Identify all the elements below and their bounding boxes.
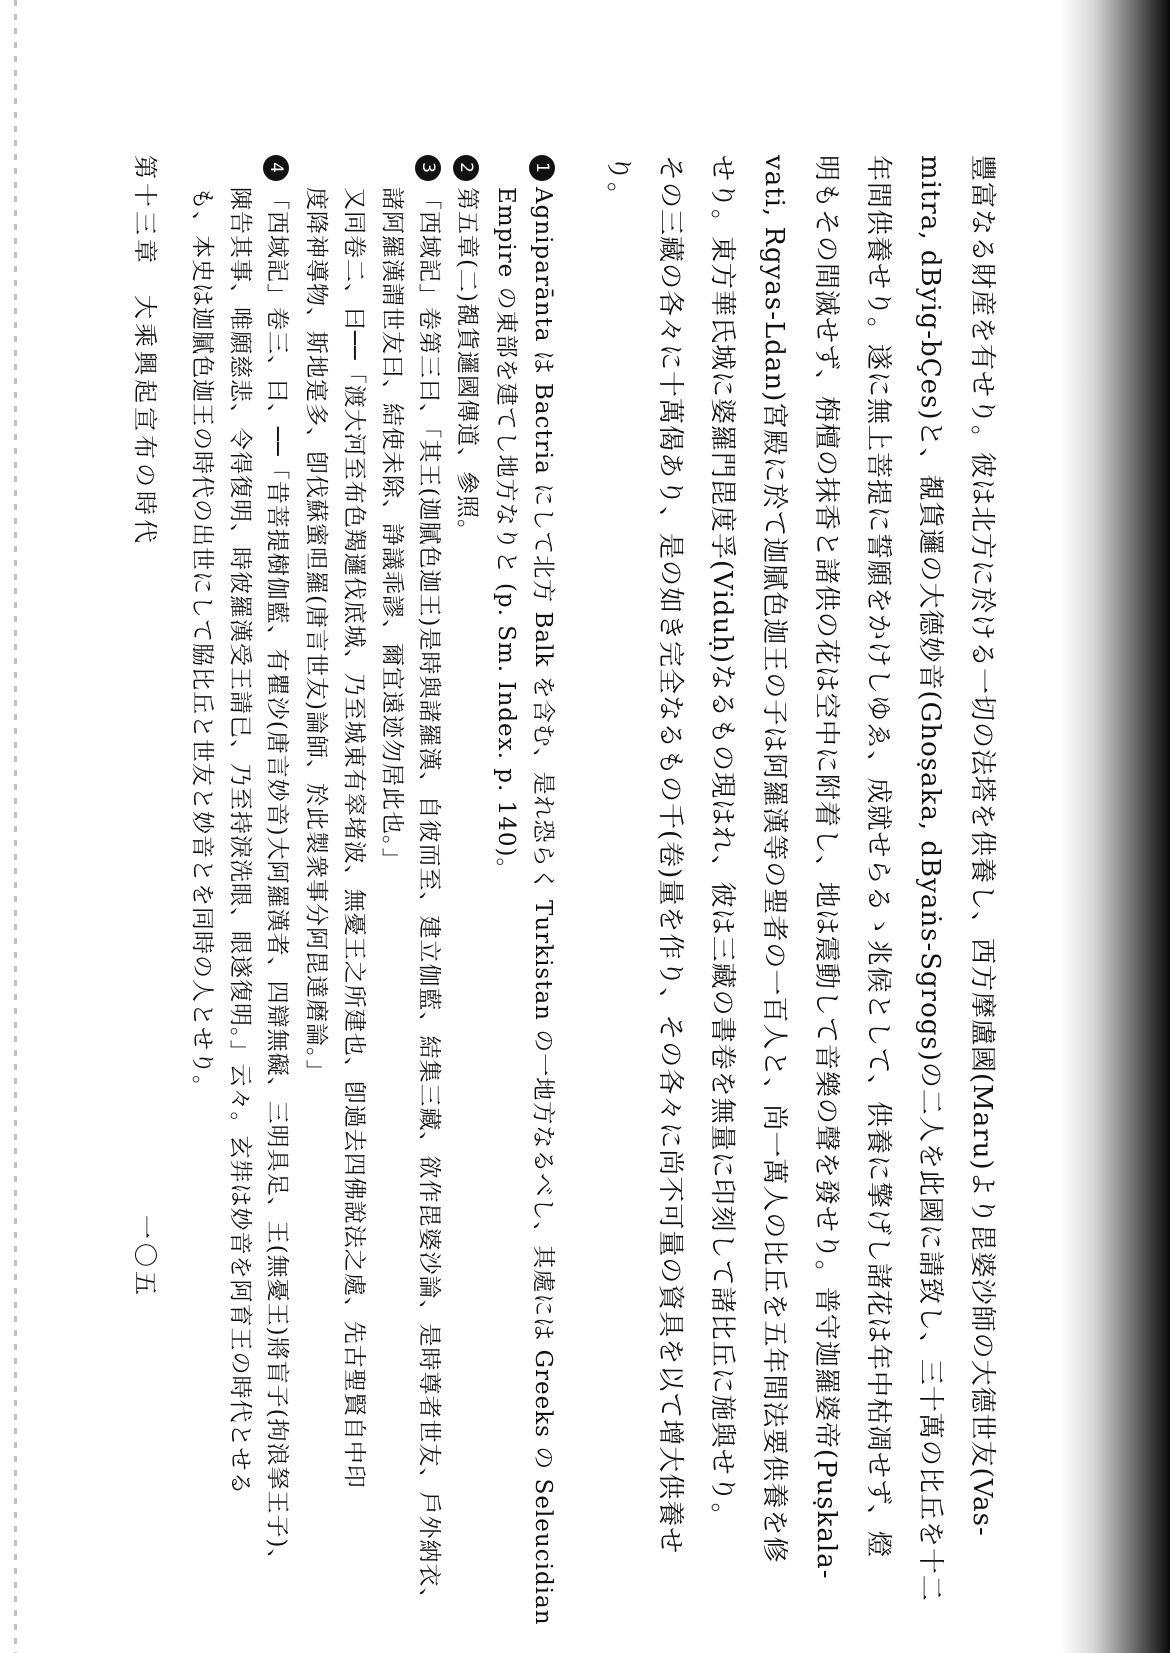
footnote-text: Agniparānta は Bactria にして北方 Balk を含む、是れ恐らく Turkistan の一地方なるべし、其處には Greeks の Seleucidian xyxy=(530,187,556,1626)
footnote-line xyxy=(228,155,251,1496)
body-line: り。 xyxy=(603,155,633,210)
footnote-line xyxy=(494,155,517,881)
body-line: mitra, dByig-bÇes)と、覩貨邏の大德妙音(Ghoṣaka, dByaṅs-Sgrogs)の二人を此國に請致し、三十萬の比丘を十二 xyxy=(915,155,945,1602)
footnote-line xyxy=(380,155,403,872)
footnote-text: 諸阿羅漢謂世友曰、結使未除、諍議乖謬、爾宜遠迹勿居此也。」 xyxy=(379,187,405,872)
body-line: vati, Rgyas-Ldan)宮殿に於て迦膩色迦王の子は阿羅漢等の聖者の一百人と、尚一萬人の比丘を五年間法要供養を修 xyxy=(759,155,789,1564)
footnote-number: 4 xyxy=(263,155,289,181)
footnote-line xyxy=(342,155,365,1489)
page-gutter-shadow xyxy=(1060,0,1170,1653)
body-line: その三藏の各々に十萬偈あり、是の如き完全なるもの千(卷)量を作り、その各々に尚不可量の資具を以て增大供養せ xyxy=(655,155,685,1555)
footnote-text: も、本史は迦膩色迦王の時代の出世にして脇比丘と世友と妙音とを同時の人とせり。 xyxy=(189,187,215,1099)
body-line: 豐富なる財産を有せり。彼は北方に於ける一切の法塔を供養し、西方摩盧國(Maru)より毘婆沙師の大德世友(Vas- xyxy=(967,155,997,1537)
scan-edge-marks xyxy=(14,0,17,1653)
footnote-line xyxy=(415,155,441,1611)
body-line: せり。東方華氏城に婆羅門毘度孚(Viduḥ)なるもの現はれ、彼は三藏の書卷を無量に印刻して諸比丘に施與せり。 xyxy=(707,155,737,1530)
footnote-text: 度降神導物、斯地寔多、卽伐蘇蜜呾羅(唐言世友)論師、於此製衆事分阿毘達磨論。」 xyxy=(303,187,329,1084)
footnote-text: 「西域記」卷三、曰、──「昔菩提樹伽藍、有瞿沙(唐言妙音)大阿羅漢者、四辯無礙、三明具足、王(無憂王)將盲子(拘浪拏王子)、 xyxy=(264,187,290,1573)
footnote-text: 陳告其事、唯願慈悲、令得復明、時彼羅漢受王請已、乃至持淚洗眼、眼遂復明。」云々。玄弉は妙音を阿育王の時代とせる xyxy=(227,187,253,1496)
footnote-text: 第五章(二)覩貨邏國傳道、參照。 xyxy=(454,187,480,543)
footnote-number: 2 xyxy=(453,155,479,181)
footnote-text: 又同卷二、曰──「渡大河至布色羯邏伐底城、乃至城東有窣堵波、無憂王之所建也、卽過去四佛說法之處、先古聖賢自中印 xyxy=(341,187,367,1489)
body-line: 年間供養せり。遂に無上菩提に誓願をかけしゆゑ、成就せらるゝ兆候として、供養に擎げし諸花は年中枯凋せず、燈 xyxy=(863,155,893,1558)
page-number: 一〇五 xyxy=(131,1215,159,1299)
body-line: 明もその間滅せず、栴檀の抹香と諸供の花は空中に附着し、地は震動して音樂の聲を發せり。普守迦羅婆帝(Puṣkala- xyxy=(811,155,841,1580)
rotated-page xyxy=(131,155,997,1626)
footnote-line xyxy=(190,155,213,1099)
footnote-text: 「西域記」卷第三曰、「其王(迦膩色迦王)是時與諸羅漢、自彼而至、建立伽藍、結集三藏、欲作毘婆沙論、是時尊者世友、戶外納衣、 xyxy=(416,187,442,1612)
footnote-line xyxy=(263,155,289,1573)
chapter-footer: 第十三章 大乘興起宣布の時代 xyxy=(131,155,159,547)
footnote-line xyxy=(529,155,555,1626)
footnote-number: 3 xyxy=(415,155,441,181)
footnote-line xyxy=(304,155,327,1083)
footnote-line xyxy=(453,155,479,543)
footnote-number: 1 xyxy=(529,155,555,181)
footnote-text: Empire の東部を建てし地方なりと (p. Sm. Index. p. 140)。 xyxy=(493,187,519,882)
